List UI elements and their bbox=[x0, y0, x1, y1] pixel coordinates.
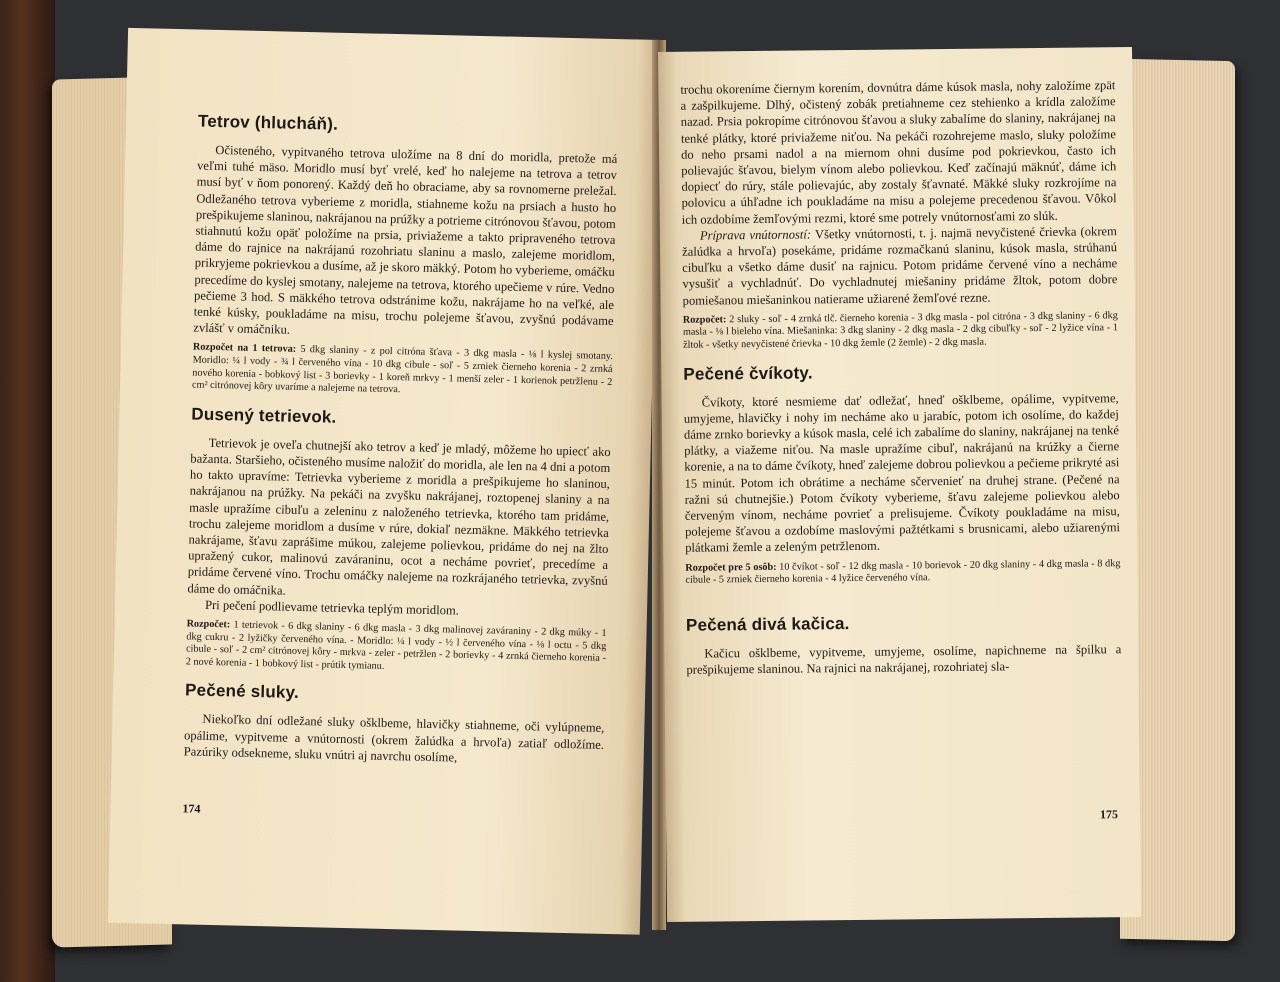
section-title: Pečené čvíkoty. bbox=[683, 363, 813, 384]
wooden-desk bbox=[0, 0, 55, 982]
section-body: Očisteného, vypitvaného tetrova uložíme na 8 dní do moridla, pretože má veľmi tuhé mäso. Moridlo musí byť vrelé, keď ho nalejeme na tetrova a tetrov musí byť v ňom ponorený. Každý deň ho obraciame, aby sa rovnomerne preležal. Odležaného tetrova vyberieme z moridla, stiahneme kožu na prsiach a husto ho prešpikujeme slaninou, nakrájanou na prúžky a potrieme citrónovou šťavou, potom stiahnutú kožu opäť položíme na prsia, priviažeme a takto pripraveného tetrova dáme do rajnice na nakrájanú rozohriatu slaninu a maslo, zalejeme moridlom, prikryjeme pokrievkou a dusíme, až je skoro mäkký. Potom ho vyberieme, omáčku precedíme do kyslej smotany, nalejeme na tetrova, ktorého upečieme v rúre. Vedno pečieme 3 hod. S mäkkého tetrova odstránime kožu, nakrájame ho na veľké, ale tenké kúsky, poukladáme na misu, trochu polejeme šťavou, zvyšnú podávame zvlášť v omáčniku. bbox=[193, 142, 618, 337]
preparation-paragraph bbox=[682, 223, 1118, 309]
budget-note bbox=[186, 618, 607, 678]
budget-note bbox=[192, 342, 613, 402]
budget-label: Rozpočet pre 5 osôb: bbox=[685, 561, 777, 574]
budget-label: Rozpočet na 1 tetrova: bbox=[192, 341, 297, 356]
section-title: Pečená divá kačica. bbox=[685, 613, 850, 635]
section-title: Pečené sluky. bbox=[184, 680, 300, 703]
budget-note bbox=[685, 558, 1120, 588]
budget-text: 2 sluky - soľ - 4 zrnká tlč. čierneho korenia - 3 dkg masla - pol citróna - 3 dkg slaniny - 6 dkg masla - ⅛ l bieleho vína. Miešaninka: 3 dkg slaniny - 2 dkg masla - 2 dkg cibuľky - soľ - 2 lyžice vína - 1 žltok - všetky nevyčistené črievka - 10 dkg žemle (2 žemle) - 2 dkg masla. bbox=[682, 310, 1118, 351]
budget-label: Rozpočet: bbox=[682, 314, 727, 326]
section-title: Tetrov (hlucháň). bbox=[197, 111, 339, 134]
section-body: Niekoľko dní odležané sluky ošklbeme, hlavičky stiahneme, oči vylúpneme, opálime, vypitveme a vnútornosti (okrem žalúdka a hrvoľa) zatiaľ odložíme. Pazúriky odsekneme, sluku vnútri aj navrchu osolíme, bbox=[183, 712, 605, 765]
left-page bbox=[108, 28, 660, 935]
section-body: Kačicu ošklbeme, vypitveme, umyjeme, osolíme, napichneme na špilku a prešpikujeme slaninou. Na rajnici na nakrájanej, rozohriatej sla- bbox=[686, 642, 1122, 677]
right-page bbox=[658, 47, 1141, 922]
preparation-label: Príprava vnútorností: bbox=[699, 227, 812, 243]
section-body: Čvíkoty, ktoré nesmieme dať odležať, hneď ošklbeme, opálime, vypitveme, umyjeme, hlavičky i nohy im necháme ako u jarabíc, potom ich osolíme, do každej dáme zrnko borievky a kúsok masla, celé ich zabalíme do slaniny, nakrájanej na tenké plátky, a viažeme niťou. Na masle upražíme cibuľ, nakrájanú na krúžky a čierne korenie, a na to dáme čvíkoty, hneď zalejeme dobrou polievkou a pečieme prikryté asi 15 minút. Potom ich obrátime a necháme sčervenieť na druhej strane. (Pečené na ražni sú chutnejšie.) Potom čvíkoty vyberieme, šťavu zalejeme polievkou alebo červeným vínom, necháme povrieť a prelisujeme. Čvíkoty poukladáme na misu, polejeme šťavou a ozdobíme maslovými pažtétkami s brusnicami, alebo užiarenými plátkami žemle a zeleným petržlenom. bbox=[683, 390, 1121, 556]
section-body: Tetrievok je oveľa chutnejší ako tetrov a keď je mladý, môžeme ho upiecť ako bažanta. Staršieho, očisteného musíme naložiť do moridla, ale len na 4 dni a potom ho takto upravíme: Tetrievka vyberieme z moridla a prešpikujeme ho slaninou, nakrájanou na prúžky. Na pekáči na zvyšku nakrájanej, roztopenej slaniny a na masle upražíme cibuľu a zeleninu z naloženého tetrievka, ktorého tam pridáme, trochu zalejeme moridlom a dusíme v rúre, dokiaľ nezmäkne. Mäkkého tetrievka nakrájame, šťavu zaprášime múkou, zalejeme polievkou, pridáme do nej na žlto upražený cukor, malinovú zaváraninu, ocot a necháme povrieť, precedíme a pridáme červené víno. Trochu omáčky nalejeme na rozkrájaného tetrievka, zvyšnú dáme do omáčnika. bbox=[187, 435, 611, 598]
section-body-2: Pri pečení podlievame tetrievka teplým moridlom. bbox=[204, 597, 460, 618]
page-number: 174 bbox=[182, 801, 201, 816]
section-body: trochu okoreníme čiernym korením, dovnútra dáme kúsok masla, nohy založíme zpät a zašpilkujeme. Dlhý, očistený zobák pretiahneme cez stehienko a krídla založíme nazad. Prsia pokropíme citrónovou šťavou a sluky zabalíme do slaniny, nakrájanej na tenké plátky, ktoré priviažeme niťou. Na pekáči rozohrejeme maslo, sluky položíme do neho prsami nadol a na miernom ohni dusíme pod pokrievkou, často ich polievajúc šťavou, bielym vínom alebo polievkou. Keď začínajú mäknúť, dáme ich dopiecť do rúry, stále polievajúc, aby zostaly šťavnaté. Mäkké sluky rozkrojíme na polovicu a úhľadne ich poukladáme na misu a polejeme precedenou šťavou. Vôkol ich ozdobíme žemľovými rezmi, ktoré sme potrely vnútornosťami zo slúk. bbox=[680, 78, 1117, 227]
preparation-text: Všetky vnútornosti, t. j. najmä nevyčistené črievka (okrem žalúdka a hrvoľa) posekáme, pridáme rozmačkanú slaninu, kúsok masla, strúhanú cibuľku a všetko dáme dusiť na rajnicu. Potom pridáme červené víno a necháme vysušiť a vychladnúť. Do vychladnutej miešaniny pridáme žltok, potom dobre pomiešanou miešaninkou natierame užiarené žemľové rezne. bbox=[682, 224, 1118, 308]
section-title: Dusený tetrievok. bbox=[191, 404, 337, 427]
page-number: 175 bbox=[1099, 807, 1119, 822]
budget-text: 1 tetrievok - 6 dkg slaniny - 6 dkg masla - 3 dkg malinovej zaváraniny - 2 dkg múky - 1 dkg cukru - 2 lyžičky červeného vína. - Moridlo: ¼ l vody - ½ l červeného vína - ⅛ l octu - 5 dkg cibule - soľ - 2 cm² citrónovej kôry - mrkva - zeler - petržlen - 2 borievky - 4 zrnká čierneho korenia - 2 nové korenia - 1 bobkový list - prútik tymianu. bbox=[185, 619, 607, 672]
budget-text: 10 čvíkot - soľ - 12 dkg masla - 10 borievok - 20 dkg slaniny - 4 dkg masla - 8 dkg cibule - 5 zrniek čierneho korenia - 4 lyžice červeného vína. bbox=[685, 557, 1121, 586]
budget-label: Rozpočet: bbox=[186, 618, 231, 631]
budget-note bbox=[683, 310, 1118, 352]
budget-text: 5 dkg slaniny - z pol citróna šťava - 3 dkg masla - ⅛ l kyslej smotany. Moridlo: ¼ l vody - ¾ l červeného vína - 10 dkg cibule - soľ - 5 zrniek čierneho korenia - 2 zrnká nového korenia - bobkový list - 3 borievky - 1 koreň mrkvy - 1 menší zeler - 1 korienok petržlenu - 2 cm² citrónovej kôry uvaríme a nalejeme na tetrova. bbox=[191, 344, 613, 396]
